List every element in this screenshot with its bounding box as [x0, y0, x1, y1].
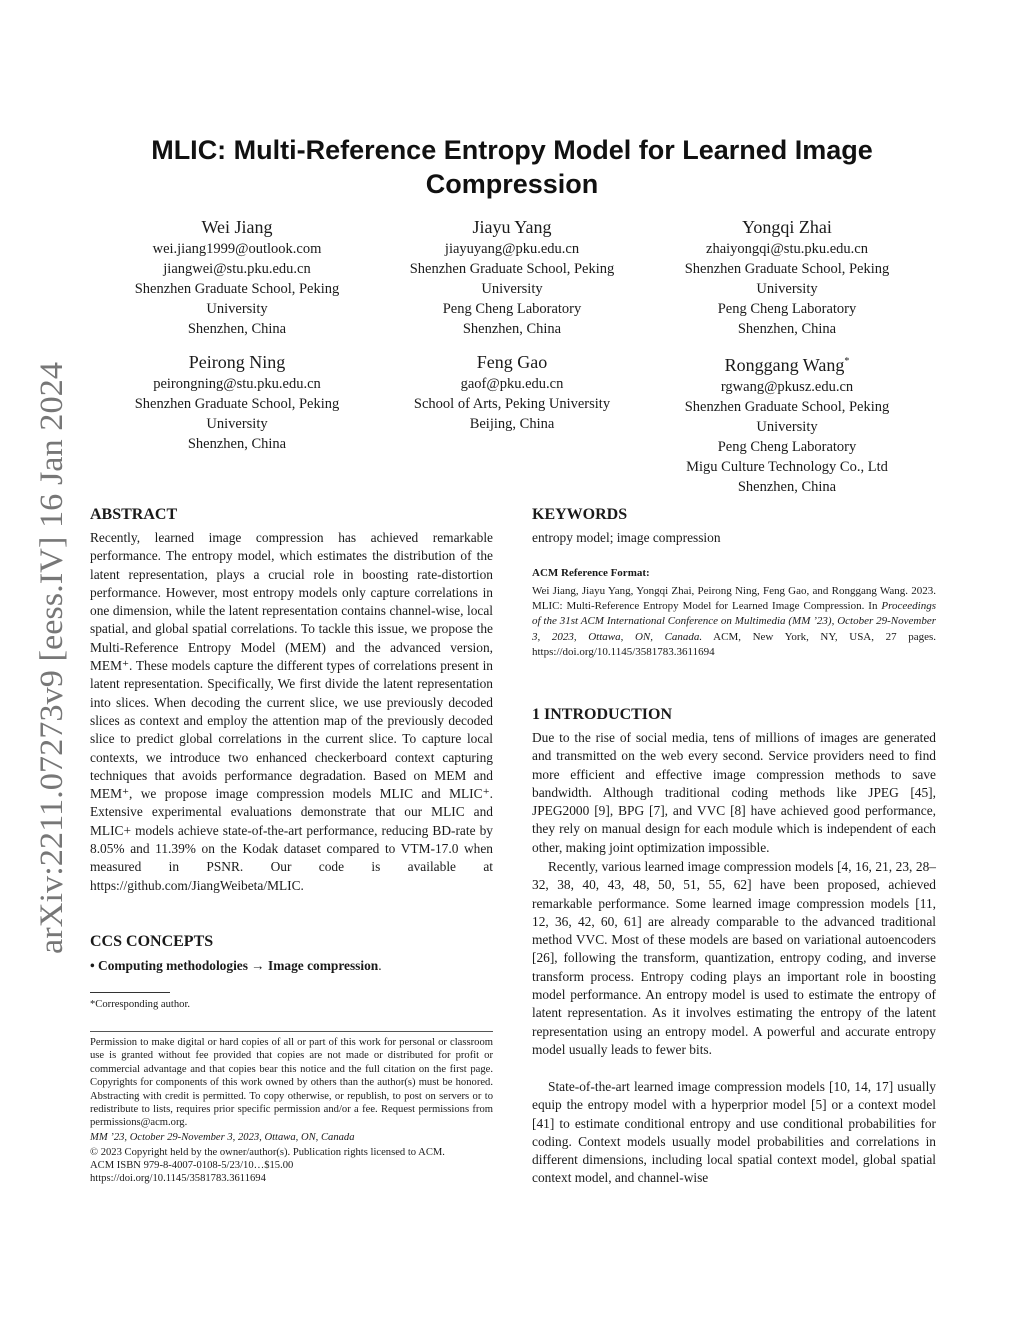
author-affil-line: wei.jiang1999@outlook.com [152, 241, 322, 257]
author-affil-line: Shenzhen Graduate School, Peking [684, 261, 890, 277]
author-affil-line: School of Arts, Peking University [413, 396, 611, 412]
ccs-item-text: • Computing methodologies → Image compression [90, 958, 379, 973]
author-affil-line: University [206, 301, 268, 317]
author-block [382, 215, 642, 339]
keywords-text: entropy model; image compression [532, 530, 721, 545]
intro-paragraph: State-of-the-art learned image compression models [10, 14, 17] usually equip the entropy model with a hyperprior model [5] or a context model [41] to estimate conditional entropy and use conditional probabilities for coding. Context models usually model probabilities and correlations in different dimensions, including local spatial context model, global spatial context model, and channel-wise [532, 1079, 936, 1186]
author-affil-line: Shenzhen, China [462, 321, 562, 337]
author-affil-line: Shenzhen, China [737, 321, 837, 337]
intro-heading: 1 INTRODUCTION [532, 706, 673, 723]
corresponding-mark: * [844, 356, 850, 367]
intro-paragraph: Due to the rise of social media, tens of millions of images are generated and transmitted on the web every second. Service providers need to find more efficient and effective image compression methods to save bandwidth. Although traditional coding methods like JPEG [45], JPEG2000 [9], BPG [7], and VVC [8] have achieved good performance, they rely on manual design for each module which is independent of each other, making joint optimization impossible. [532, 730, 936, 855]
arxiv-stamp [14, 358, 74, 958]
acm-ref-pre: Wei Jiang, Jiayu Yang, Yongqi Zhai, Peirong Ning, Feng Gao, and Ronggang Wang. 2023. MLIC: Multi-Reference Entropy Model for Learned Image Compression. In [532, 585, 936, 613]
author-affil-line: Shenzhen Graduate School, Peking [684, 399, 890, 415]
author-affil-line: University [206, 416, 268, 432]
acm-ref-text [532, 584, 936, 660]
title-line-2: Compression [425, 169, 599, 199]
author-affil-line: University [756, 281, 818, 297]
abstract-heading: ABSTRACT [90, 506, 178, 523]
acm-ref-heading: ACM Reference Format: [532, 567, 650, 579]
author-name [657, 350, 917, 377]
footnote-rule [90, 992, 170, 993]
author-affil-line: Shenzhen Graduate School, Peking [134, 396, 340, 412]
author-affil-line: Shenzhen Graduate School, Peking [409, 261, 615, 277]
conference-info: MM ’23, October 29-November 3, 2023, Ottawa, ON, Canada [90, 1132, 355, 1143]
doi-text: https://doi.org/10.1145/3581783.3611694 [90, 1173, 266, 1184]
author-block [657, 350, 917, 497]
copyright-text: © 2023 Copyright held by the owner/author(s). Publication rights licensed to ACM. [90, 1147, 445, 1158]
author-affil-line: Shenzhen, China [187, 321, 287, 337]
arxiv-id: arXiv:2211.07273v9 [eess.IV] 16 Jan 2024 [34, 385, 70, 954]
author-affil-line: rgwang@pkusz.edu.cn [720, 379, 854, 395]
author-block [107, 215, 367, 339]
permission-rule [90, 1031, 493, 1032]
paper-title [100, 133, 924, 201]
keywords-heading: KEYWORDS [532, 506, 628, 523]
ccs-item [90, 957, 493, 975]
footnote: *Corresponding author. [90, 999, 191, 1010]
permission-text: Permission to make digital or hard copies of all or part of this work for personal or classroom use is granted without fee provided that copies are not made or distributed for profit or commercial advantage and that copies bear this notice and the full citation on the first page. Copyrights for components of this work owned by others than the author(s) must be honored. Abstracting with credit is permitted. To copy otherwise, or republish, to post on servers or to redistribute to lists, requires prior specific permission and/or a fee. Request permissions from permissions@acm.org. [90, 1037, 493, 1129]
author-name: Feng Gao [476, 352, 548, 372]
acm-ref-post: ACM, New York, NY, USA, 27 pages. https://doi.org/10.1145/3581783.3611694 [532, 630, 937, 658]
author-affil-line: peirongning@stu.pku.edu.cn [153, 376, 321, 392]
author-affil-line: University [756, 419, 818, 435]
author-affil-line: Shenzhen, China [737, 479, 837, 495]
author-affil-line: jiayuyang@pku.edu.cn [444, 241, 580, 257]
author-affil-line: University [481, 281, 543, 297]
author-name-text: Ronggang Wang [724, 355, 845, 375]
author-affil-line: Peng Cheng Laboratory [442, 301, 582, 317]
author-affil-line: zhaiyongqi@stu.pku.edu.cn [706, 241, 868, 257]
author-affil-line: Shenzhen Graduate School, Peking [134, 281, 340, 297]
ccs-period: . [378, 958, 382, 973]
author-name: Jiayu Yang [472, 217, 552, 237]
author-block [657, 215, 917, 339]
acm-ref-italic: Proceedings of the 31st ACM International Conference on Multimedia (MM ’23), October 29-November 3, 2023, Ottawa, ON, Canada. [532, 600, 936, 643]
isbn-text: ACM ISBN 979-8-4007-0108-5/23/10…$15.00 [90, 1160, 294, 1171]
author-affil-line: Migu Culture Technology Co., Ltd [686, 459, 888, 475]
author-affil-line: jiangwei@stu.pku.edu.cn [163, 261, 311, 277]
author-affil-line: Shenzhen, China [187, 436, 287, 452]
author-name: Peirong Ning [188, 352, 286, 372]
author-affil-line: Beijing, China [469, 416, 555, 432]
author-name: Yongqi Zhai [742, 217, 832, 237]
arxiv-stamp-svg [14, 358, 74, 958]
title-line-1: MLIC: Multi-Reference Entropy Model for Learned Image [151, 135, 873, 165]
author-block [107, 350, 367, 454]
intro-paragraph: Recently, various learned image compression models [4, 16, 21, 23, 28–32, 38, 40, 43, 48, 50, 51, 55, 62] have been proposed, achieved remarkable performance. Some learned image compression models [11, 12, 36, 42, 60, 61] are already comparable to the advanced traditional method VVC. Most of these models are based on variational autoencoders [26], following the transform, quantization, entropy coding, and inverse transform process. Entropy coding plays an important role in boosting model performance. An entropy model is used to estimate the entropy of latent representation. As it involves estimating the entropy of the latent representation using an entropy model. A powerful and accurate entropy model usually leads to fewer bits. [532, 859, 936, 1057]
author-affil-line: Peng Cheng Laboratory [717, 301, 857, 317]
abstract-text: Recently, learned image compression has achieved remarkable performance. The entropy model, which estimates the distribution of the latent representation, plays a crucial role in boosting rate-distortion performance. However, most entropy models only capture correlations in one dimension, while the latent representation contains channel-wise, local spatial, and global spatial correlations. To tackle this issue, we propose the Multi-Reference Entropy Model (MEM) and the advanced version, MEM⁺. These models capture the different types of correlations present in latent representation. Specifically, We first divide the latent representation into slices. When decoding the current slice, we use previously decoded slices as context and employ the attention map of the previously decoded slice to predict global correlations in the current slice. To capture local contexts, we introduce two enhanced checkerboard context capturing techniques that avoids performance degradation. Based on MEM and MEM⁺, we propose image compression models MLIC and MLIC⁺. Extensive experimental evaluations demonstrate that our MLIC and MLIC+ models achieve state-of-the-art performance, reducing BD-rate by 8.05% and 11.39% on the Kodak dataset compared to VTM-17.0 when measured in PSNR. Our code is available at https://github.com/JiangWeibeta/MLIC. [90, 530, 493, 893]
author-affil-line: Peng Cheng Laboratory [717, 439, 857, 455]
author-name: Wei Jiang [201, 217, 273, 237]
author-block [382, 350, 642, 434]
author-affil-line: gaof@pku.edu.cn [460, 376, 564, 392]
ccs-heading: CCS CONCEPTS [90, 933, 214, 950]
